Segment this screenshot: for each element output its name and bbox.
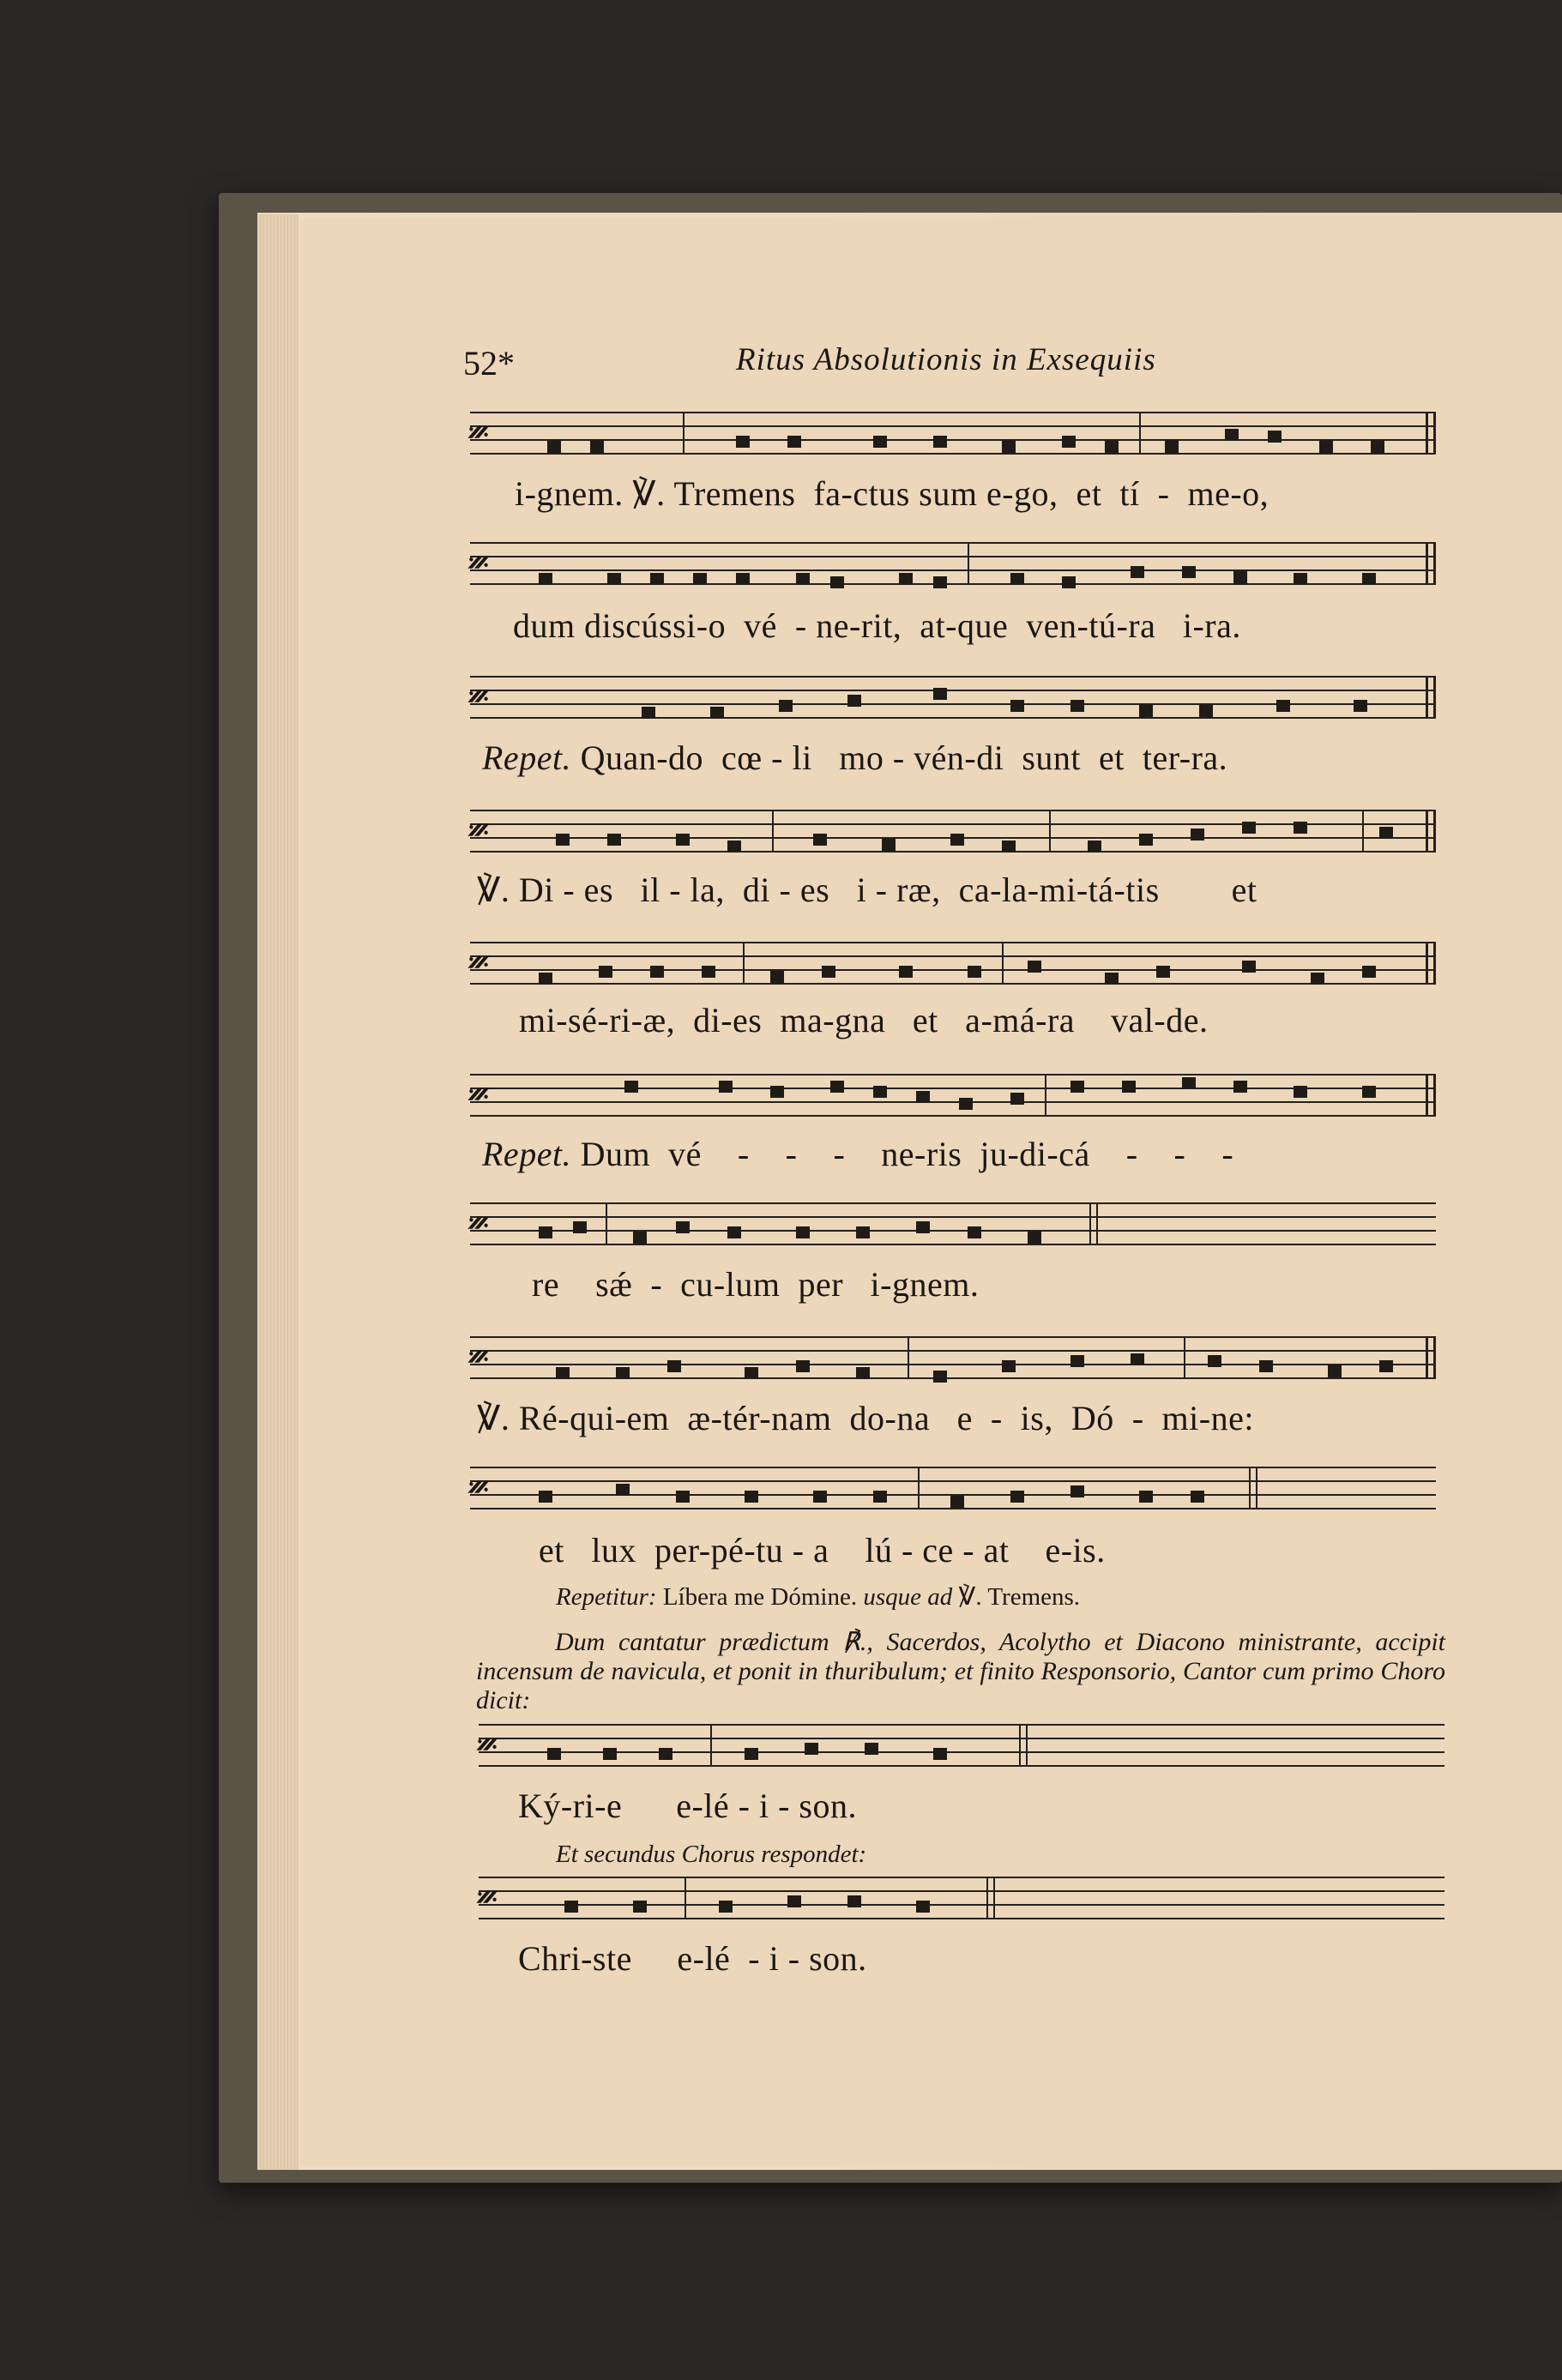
- bar-line: [1096, 1202, 1098, 1245]
- repetitur-rubric: [556, 1582, 1080, 1612]
- staff-line-3: [470, 676, 1436, 719]
- bar-line: [1019, 1724, 1021, 1767]
- neume: [1182, 1077, 1196, 1089]
- neume: [933, 436, 947, 448]
- bar-line: [986, 1877, 988, 1919]
- neume: [1319, 441, 1333, 453]
- neume: [959, 1098, 973, 1110]
- neume: [745, 1367, 758, 1379]
- neume: [796, 1360, 810, 1372]
- bar-line: [1049, 810, 1051, 853]
- neume: [1070, 1081, 1084, 1093]
- instruction-paragraph: Dum cantatur prædictum ℟., Sacerdos, Acolytho et Diacono ministrante, accipit incensum de navicula, et ponit in thuribulum; et finito Responsorio, Cantor cum primo Choro dicit:: [476, 1628, 1445, 1714]
- lyric-christe: Chri-ste e-lé - i - son.: [518, 1939, 867, 1978]
- neume: [539, 573, 552, 585]
- neume: [899, 966, 913, 978]
- neume: [1139, 834, 1153, 846]
- neume: [968, 966, 981, 978]
- neume: [539, 1226, 552, 1238]
- clef-icon: [468, 1081, 487, 1110]
- page-number: 52*: [463, 344, 515, 383]
- neume: [1139, 1491, 1153, 1503]
- staff-line-2: [470, 542, 1436, 585]
- neume: [813, 834, 827, 846]
- lyric-line-3: [482, 738, 1227, 778]
- neume: [830, 1081, 844, 1093]
- neume: [727, 1226, 741, 1238]
- neume: [1165, 441, 1179, 453]
- neume: [693, 573, 707, 585]
- neume: [950, 834, 964, 846]
- neume: [1199, 705, 1213, 717]
- bar-line: [908, 1336, 909, 1379]
- lyric-line-1: i-gnem. ℣. Tremens fa-ctus sum e-go, et tí - me-o,: [515, 474, 1270, 513]
- neume: [1010, 1491, 1024, 1503]
- neume: [1294, 822, 1307, 834]
- neume: [1002, 441, 1016, 453]
- clef-icon: [468, 419, 487, 448]
- neume: [607, 834, 621, 846]
- repetitur-ref: ℣. Tremens.: [952, 1583, 1081, 1611]
- neume: [1379, 1360, 1393, 1372]
- neume: [1105, 973, 1119, 985]
- staff-line-9: [470, 1467, 1436, 1509]
- neume: [770, 971, 784, 983]
- staff-line-6: [470, 1074, 1436, 1117]
- neume: [676, 834, 690, 846]
- clef-icon: [477, 1883, 496, 1913]
- staff-line-8: [470, 1336, 1436, 1379]
- neume: [710, 707, 724, 719]
- neume: [1191, 1491, 1204, 1503]
- neume: [1191, 828, 1204, 841]
- neume: [822, 966, 835, 978]
- repetitur-text: Líbera me Dómine.: [656, 1583, 864, 1611]
- double-bar: [1426, 942, 1436, 985]
- neume: [1294, 1086, 1307, 1098]
- neume: [787, 436, 801, 448]
- repetitur-label: Repetitur:: [556, 1583, 657, 1611]
- neume: [556, 834, 570, 846]
- bar-line: [1026, 1724, 1028, 1767]
- lyric-line-2: dum discússi-o vé - ne-rit, at-que ven-tú-ra i-ra.: [513, 606, 1241, 645]
- neume: [659, 1748, 672, 1760]
- neume: [727, 841, 741, 853]
- neume: [865, 1743, 878, 1755]
- bar-line: [772, 810, 774, 853]
- staff-line-5: [470, 942, 1436, 985]
- neume: [933, 688, 947, 700]
- neume: [856, 1226, 870, 1238]
- neume: [1233, 1081, 1247, 1093]
- double-bar: [1426, 542, 1436, 585]
- neume: [633, 1232, 647, 1244]
- neume: [873, 1086, 887, 1098]
- neume: [590, 441, 604, 453]
- neume: [719, 1901, 733, 1913]
- neume: [1259, 1360, 1273, 1372]
- lyric-kyrie: Ký-ri-e e-lé - i - son.: [518, 1787, 857, 1825]
- neume: [1328, 1365, 1342, 1377]
- neume: [616, 1484, 630, 1496]
- neume: [856, 1367, 870, 1379]
- neume: [1242, 822, 1256, 834]
- neume: [745, 1491, 758, 1503]
- neume: [916, 1091, 930, 1103]
- clef-icon: [468, 949, 487, 978]
- neume: [564, 1901, 578, 1913]
- neume: [1268, 431, 1282, 443]
- neume: [633, 1901, 647, 1913]
- neume: [847, 695, 861, 707]
- bar-line: [1002, 942, 1004, 985]
- bar-line: [710, 1724, 712, 1767]
- neume: [1362, 1086, 1376, 1098]
- neume: [1002, 1360, 1016, 1372]
- neume: [1311, 973, 1324, 985]
- neume: [1362, 573, 1376, 585]
- bar-line: [685, 1877, 686, 1919]
- neume: [556, 1367, 570, 1379]
- clef-icon: [468, 683, 487, 712]
- repet-label: Repet.: [482, 1135, 572, 1173]
- lyric-line-8: ℣. Ré-qui-em æ-tér-nam do-na e - is, Dó - mi-ne:: [477, 1399, 1254, 1437]
- neume: [779, 700, 793, 712]
- neume: [1010, 1093, 1024, 1105]
- neume: [1242, 961, 1256, 973]
- neume: [1070, 700, 1084, 712]
- neume: [1002, 841, 1016, 853]
- neume: [805, 1743, 818, 1755]
- neume: [1062, 436, 1076, 448]
- staff-line-4: [470, 810, 1436, 853]
- neume: [736, 436, 750, 448]
- staff-christe: [479, 1877, 1444, 1919]
- neume: [573, 1221, 587, 1233]
- neume: [1294, 573, 1307, 585]
- lyric-line-4: ℣. Di - es il - la, di - es i - ræ, ca-la-mi-tá-tis et: [477, 871, 1257, 909]
- neume: [1028, 961, 1041, 973]
- clef-icon: [468, 1343, 487, 1372]
- neume: [1182, 566, 1196, 578]
- bar-line: [1045, 1074, 1046, 1117]
- bar-line: [743, 942, 745, 985]
- neume: [968, 1226, 981, 1238]
- neume: [796, 573, 810, 585]
- neume: [796, 1226, 810, 1238]
- neume: [539, 1491, 552, 1503]
- neume: [676, 1221, 690, 1233]
- lyric-text: Quan-do cœ - li mo - vén-di sunt et ter-ra.: [571, 738, 1228, 777]
- neume: [882, 839, 896, 851]
- neume: [1354, 700, 1367, 712]
- bar-line: [1362, 810, 1364, 853]
- clef-icon: [468, 816, 487, 846]
- neume: [873, 1491, 887, 1503]
- clef-icon: [468, 549, 487, 578]
- neume: [1371, 441, 1384, 453]
- neume: [813, 1491, 827, 1503]
- neume: [607, 573, 621, 585]
- neume: [847, 1895, 861, 1907]
- neume: [933, 1748, 947, 1760]
- bar-line: [1249, 1467, 1251, 1509]
- neume: [616, 1367, 630, 1379]
- neume: [916, 1221, 930, 1233]
- neume: [719, 1081, 733, 1093]
- bar-line: [1256, 1467, 1257, 1509]
- staff-line-7: [470, 1202, 1436, 1245]
- neume: [1208, 1355, 1221, 1367]
- neume: [1276, 700, 1290, 712]
- repetitur-usque: usque ad: [863, 1583, 953, 1611]
- double-bar: [1426, 676, 1436, 719]
- repet-label: Repet.: [482, 738, 572, 777]
- neume: [667, 1360, 681, 1372]
- bar-line: [993, 1877, 995, 1919]
- neume: [642, 707, 655, 719]
- neume: [899, 573, 913, 585]
- neume: [916, 1901, 930, 1913]
- lyric-line-7: re sǽ - cu-lum per i-gnem.: [532, 1265, 980, 1304]
- neume: [1062, 576, 1076, 588]
- lyric-line-6: [482, 1134, 1233, 1174]
- staff-kyrie: [479, 1724, 1444, 1767]
- neume: [1139, 705, 1153, 717]
- neume: [547, 441, 561, 453]
- neume: [1088, 841, 1101, 853]
- bar-line: [606, 1202, 607, 1245]
- neume: [1105, 441, 1119, 453]
- neume: [736, 573, 750, 585]
- double-bar: [1426, 412, 1436, 455]
- lyric-line-5: mi-sé-ri-æ, di-es ma-gna et a-má-ra val-de.: [519, 1001, 1209, 1039]
- et-secundus-rubric: Et secundus Chorus respondet:: [556, 1841, 867, 1868]
- neume: [1131, 1353, 1144, 1365]
- neume: [1156, 966, 1170, 978]
- double-bar: [1426, 1336, 1436, 1379]
- bar-line: [1139, 412, 1141, 455]
- neume: [702, 966, 715, 978]
- page-edges: [257, 214, 299, 2170]
- neume: [770, 1086, 784, 1098]
- neume: [1010, 573, 1024, 585]
- neume: [1070, 1355, 1084, 1367]
- neume: [1070, 1485, 1084, 1497]
- neume: [745, 1748, 758, 1760]
- bar-line: [968, 542, 969, 585]
- neume: [1122, 1081, 1136, 1093]
- neume: [1028, 1232, 1041, 1244]
- neume: [650, 573, 664, 585]
- neume: [933, 1371, 947, 1383]
- neume: [1379, 827, 1393, 839]
- neume: [1225, 429, 1239, 441]
- bar-line: [1089, 1202, 1091, 1245]
- double-bar: [1426, 1074, 1436, 1117]
- neume: [1010, 700, 1024, 712]
- neume: [599, 966, 612, 978]
- neume: [676, 1491, 690, 1503]
- running-head: Ritus Absolutionis in Exsequiis: [736, 342, 1156, 377]
- clef-icon: [468, 1209, 487, 1238]
- neume: [624, 1081, 638, 1093]
- neume: [547, 1748, 561, 1760]
- double-bar: [1426, 810, 1436, 853]
- bar-line: [683, 412, 685, 455]
- bar-line: [918, 1467, 920, 1509]
- neume: [650, 966, 664, 978]
- bar-line: [1184, 1336, 1185, 1379]
- lyric-text: Dum vé - - - ne-ris ju-di-cá - - -: [571, 1135, 1234, 1173]
- neume: [787, 1895, 801, 1907]
- neume: [933, 576, 947, 588]
- staff-line-1: [470, 412, 1436, 455]
- lyric-line-9: et lux per-pé-tu - a lú - ce - at e-is.: [539, 1531, 1106, 1570]
- neume: [603, 1748, 617, 1760]
- neume: [830, 576, 844, 588]
- clef-icon: [468, 1473, 487, 1503]
- neume: [950, 1496, 964, 1508]
- neume: [1362, 966, 1376, 978]
- neume: [1233, 571, 1247, 583]
- neume: [873, 436, 887, 448]
- neume: [1131, 566, 1144, 578]
- neume: [539, 973, 552, 985]
- clef-icon: [477, 1731, 496, 1760]
